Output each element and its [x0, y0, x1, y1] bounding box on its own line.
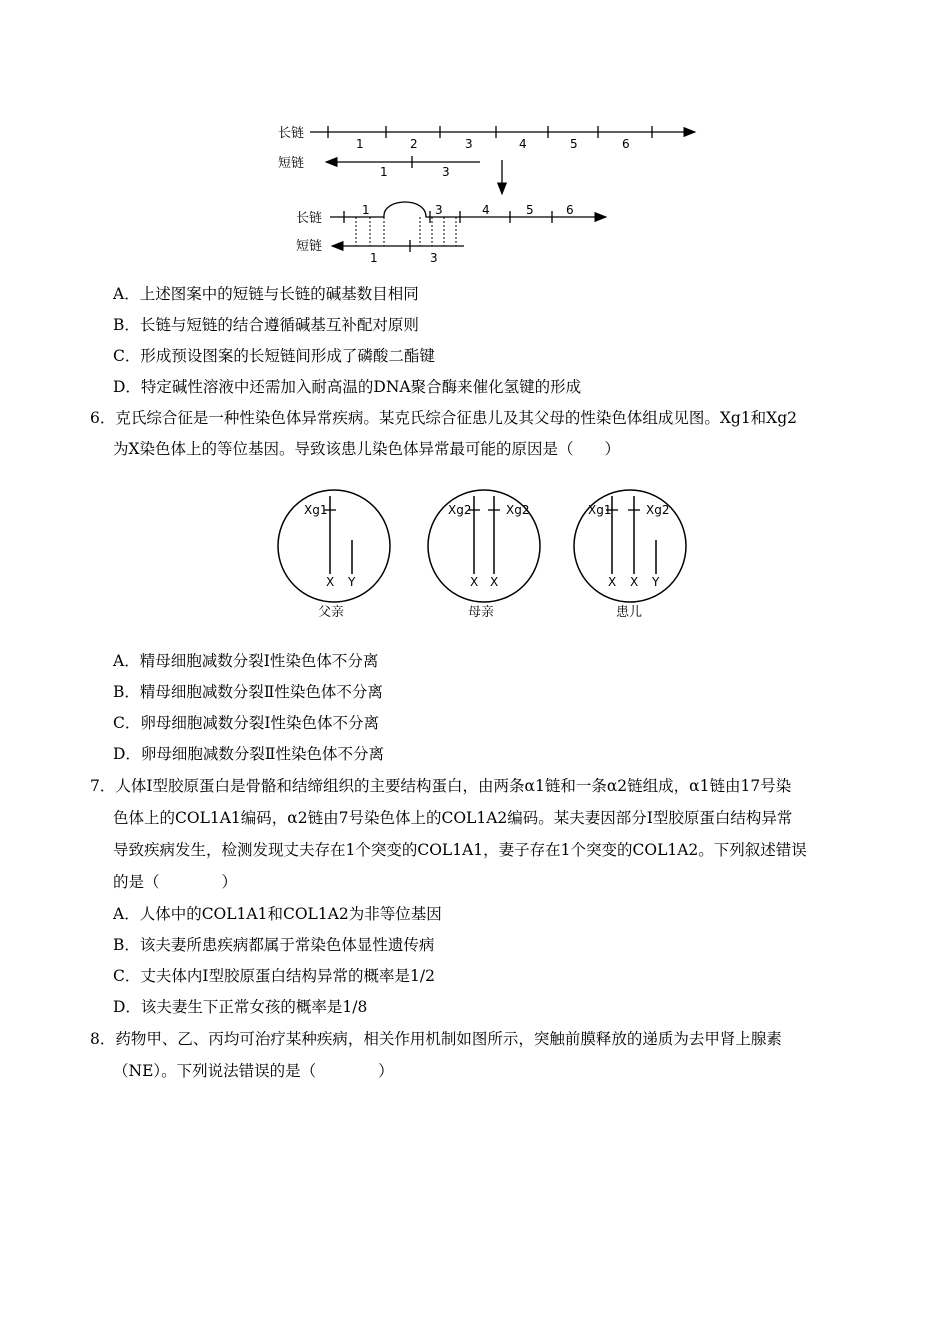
father-gene-xg1: Xg1 — [304, 503, 328, 517]
bottom-short-seg-3: 3 — [430, 251, 438, 265]
child-caption: 患儿 — [616, 605, 643, 620]
mother-gene-xg2-right: Xg2 — [506, 503, 530, 517]
child-gene-xg1: Xg1 — [588, 503, 612, 517]
karyotype-figure — [272, 470, 702, 630]
bottom-long-seg-1: 1 — [362, 203, 370, 217]
q6-option-a: A．精母细胞减数分裂Ⅰ性染色体不分离 — [113, 652, 379, 670]
mother-chrom-x2: X — [490, 575, 499, 589]
q7-stem-line-4: 的是（ ） — [113, 873, 238, 891]
long-strand-label-2: 长链 — [296, 211, 323, 226]
q7-stem-line-1: 7．人体Ⅰ型胶原蛋白是骨骼和结缔组织的主要结构蛋白，由两条α1链和一条α2链组成，α1链由17号染 — [90, 777, 792, 795]
q7-stem-line-2: 色体上的COL1A1编码，α2链由7号染色体上的COL1A2编码。某夫妻因部分Ⅰ型胶原蛋白结构异常 — [113, 809, 793, 827]
father-chrom-y: Y — [348, 575, 356, 589]
short-strand-label: 短链 — [278, 156, 305, 171]
q7-option-b: B．该夫妻所患疾病都属于常染色体显性遗传病 — [113, 936, 435, 954]
q7-stem-line-3: 导致疾病发生，检测发现丈夫存在1个突变的COL1A1，妻子存在1个突变的COL1A2。下列叙述错误 — [113, 841, 807, 859]
long-seg-3: 3 — [465, 137, 473, 151]
q5-option-b: B．长链与短链的结合遵循碱基互补配对原则 — [113, 316, 419, 334]
strand-pairing-figure — [270, 118, 710, 268]
mother-caption: 母亲 — [468, 605, 495, 620]
short-strand-label-2: 短链 — [296, 239, 323, 254]
long-strand-label: 长链 — [278, 126, 305, 141]
child-chrom-x2: X — [630, 575, 639, 589]
bottom-long-seg-5: 5 — [526, 203, 534, 217]
q5-option-c: C．形成预设图案的长短链间形成了磷酸二酯键 — [113, 347, 435, 365]
long-seg-6: 6 — [622, 137, 630, 151]
long-seg-5: 5 — [570, 137, 578, 151]
q7-option-a: A．人体中的COL1A1和COL1A2为非等位基因 — [113, 905, 442, 923]
short-seg-3: 3 — [442, 165, 450, 179]
q8-stem-line-2: （NE）。下列说法错误的是（ ） — [113, 1062, 394, 1080]
short-seg-1: 1 — [380, 165, 388, 179]
q5-option-d: D．特定碱性溶液中还需加入耐高温的DNA聚合酶来催化氢键的形成 — [113, 378, 582, 396]
long-seg-4: 4 — [519, 137, 527, 151]
q7-option-d: D．该夫妻生下正常女孩的概率是1/8 — [113, 998, 368, 1016]
q8-stem-line-1: 8．药物甲、乙、丙均可治疗某种疾病，相关作用机制如图所示，突触前膜释放的递质为去甲肾上腺素 — [90, 1030, 782, 1048]
long-seg-1: 1 — [356, 137, 364, 151]
q6-option-d: D．卵母细胞减数分裂Ⅱ性染色体不分离 — [113, 745, 384, 763]
mother-chrom-x1: X — [470, 575, 479, 589]
q6-option-c: C．卵母细胞减数分裂Ⅰ性染色体不分离 — [113, 714, 379, 732]
q6-stem-line-2: 为X染色体上的等位基因。导致该患儿染色体异常最可能的原因是（ ） — [113, 440, 621, 458]
child-gene-xg2: Xg2 — [646, 503, 670, 517]
q6-option-b: B．精母细胞减数分裂Ⅱ性染色体不分离 — [113, 683, 383, 701]
father-caption: 父亲 — [318, 605, 345, 620]
bottom-long-seg-6: 6 — [566, 203, 574, 217]
bottom-short-seg-1: 1 — [370, 251, 378, 265]
child-chrom-x1: X — [608, 575, 617, 589]
mother-gene-xg2-left: Xg2 — [448, 503, 472, 517]
child-chrom-y: Y — [652, 575, 660, 589]
bottom-long-seg-3: 3 — [435, 203, 443, 217]
q5-option-a: A．上述图案中的短链与长链的碱基数目相同 — [113, 285, 419, 303]
q7-option-c: C．丈夫体内Ⅰ型胶原蛋白结构异常的概率是1/2 — [113, 967, 435, 985]
father-chrom-x: X — [326, 575, 335, 589]
long-seg-2: 2 — [410, 137, 418, 151]
bottom-long-seg-4: 4 — [482, 203, 490, 217]
q6-stem-line-1: 6．克氏综合征是一种性染色体异常疾病。某克氏综合征患儿及其父母的性染色体组成见图。Xg1和Xg2 — [90, 409, 798, 427]
